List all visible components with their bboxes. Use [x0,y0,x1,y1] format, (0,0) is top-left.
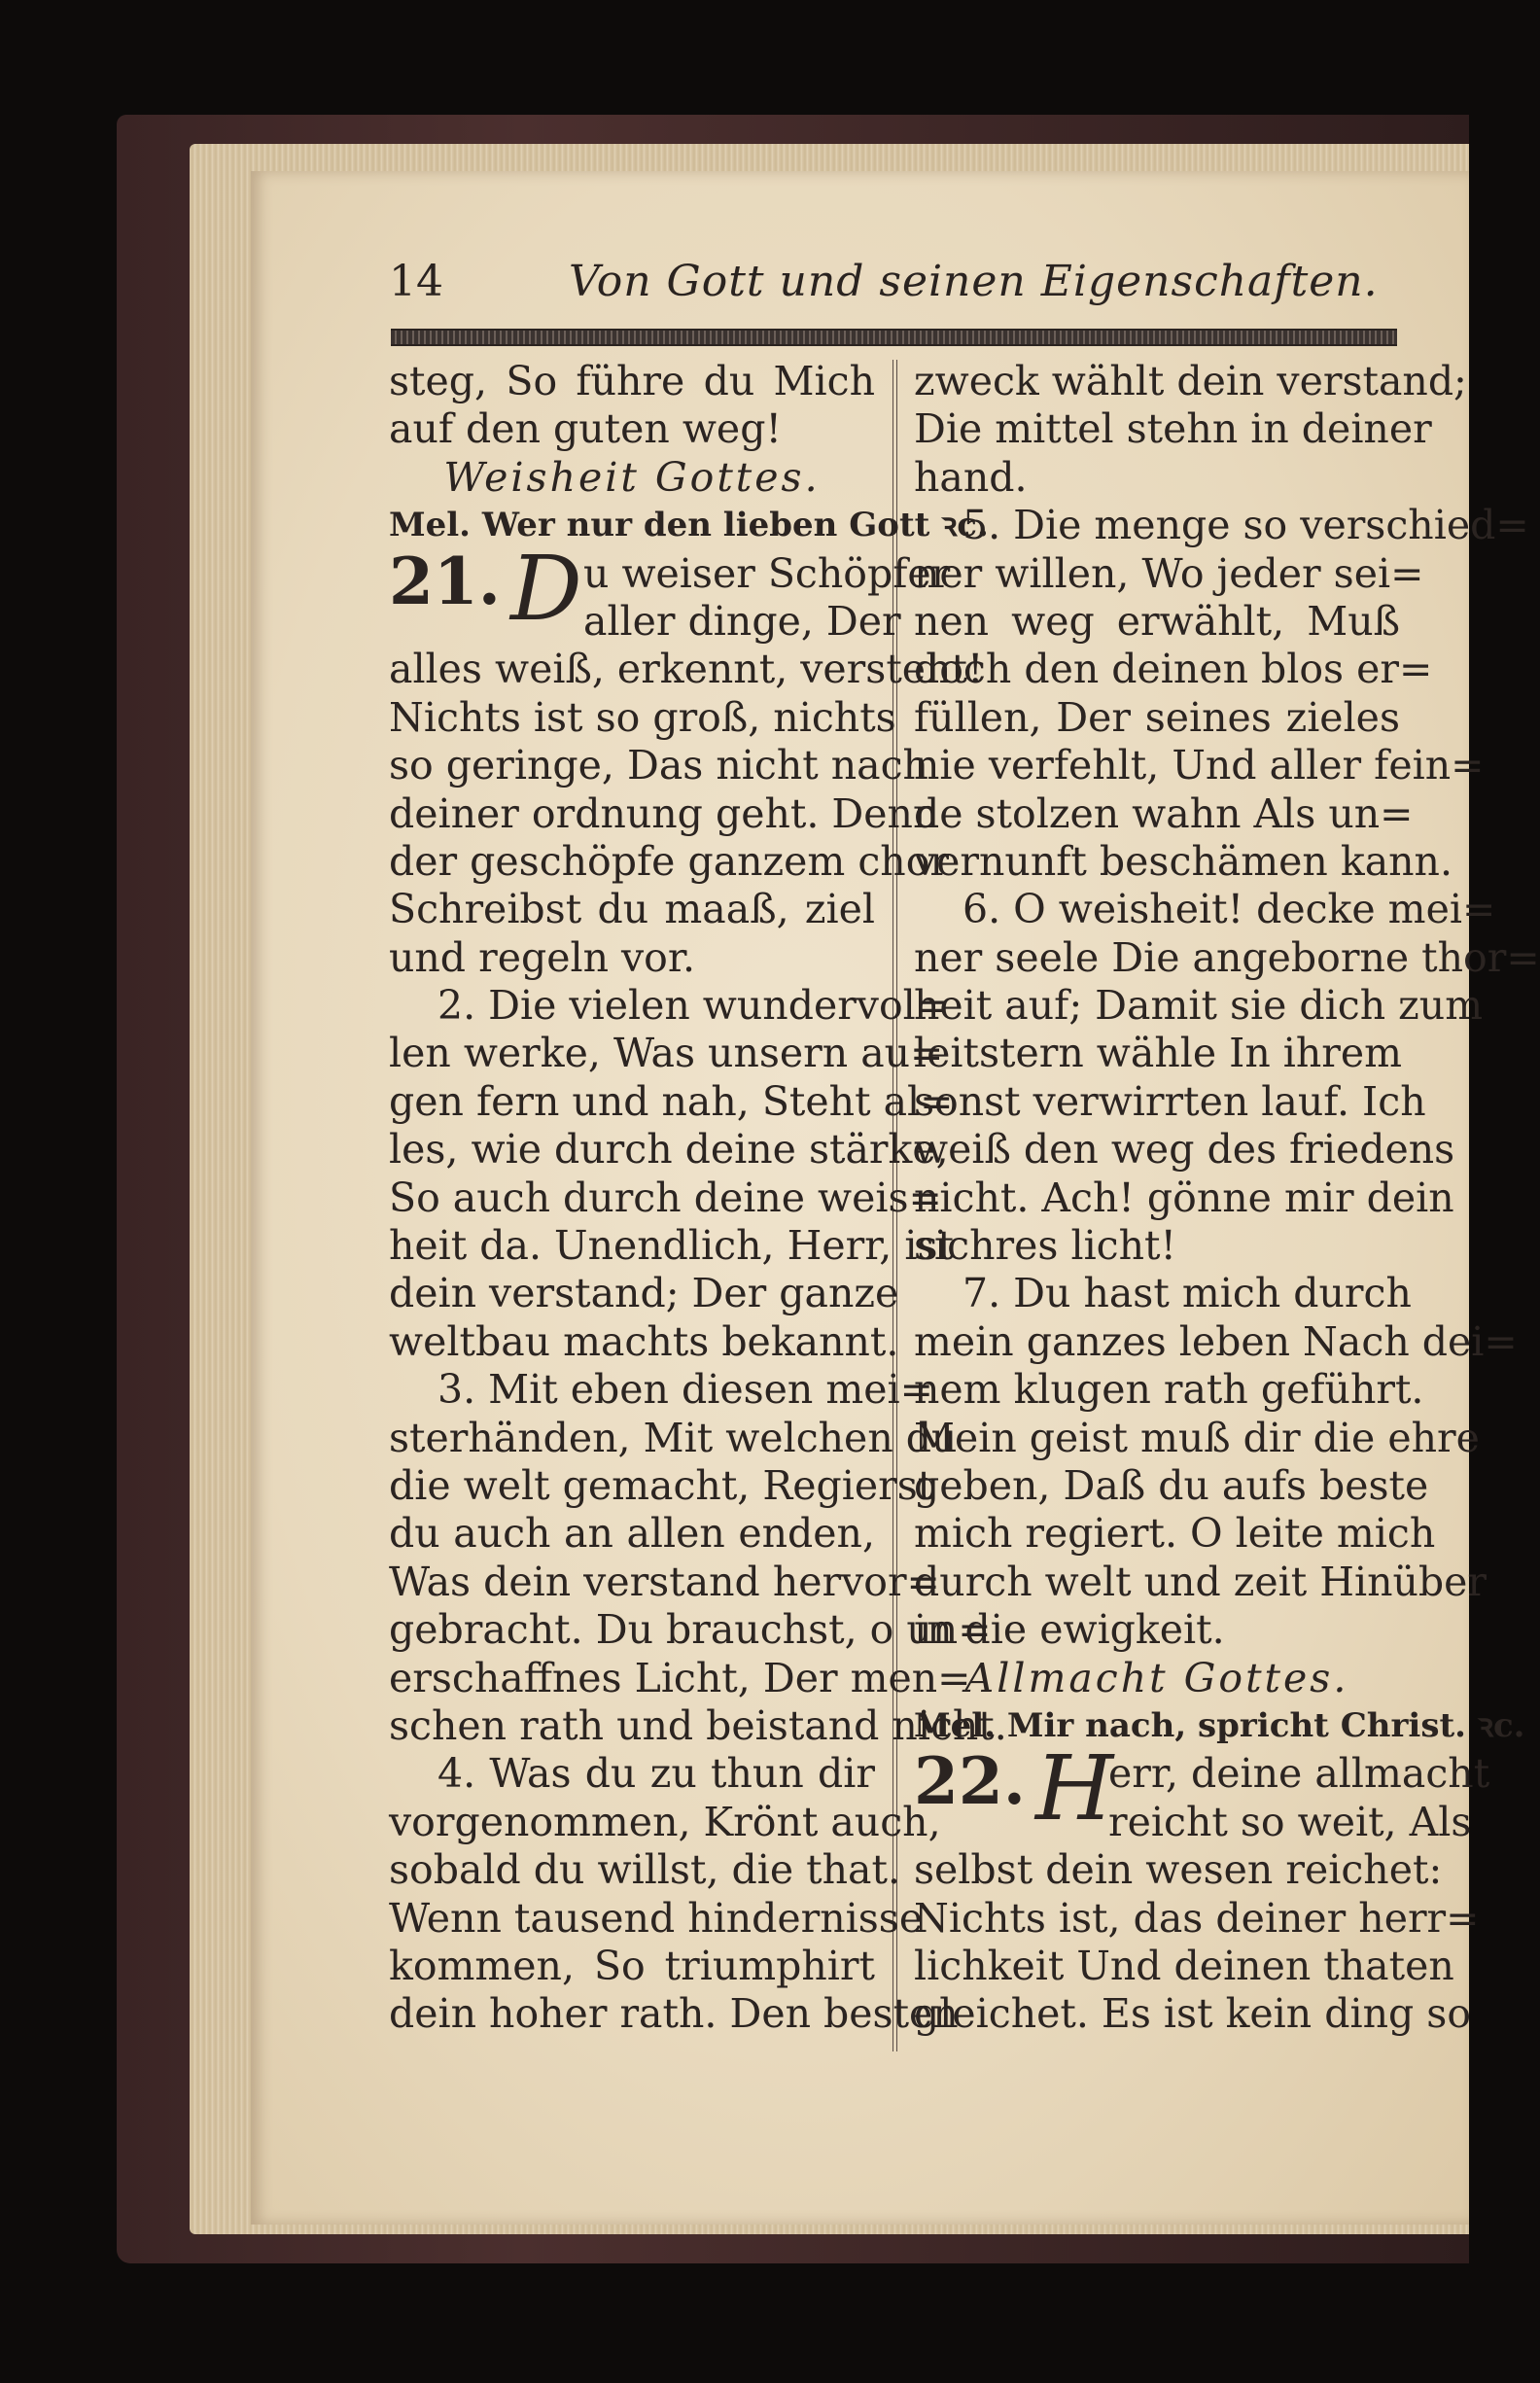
melody-line: Mel. Mir nach, spricht Christ. ꝛc. [914,1705,1525,1745]
text-line: nie verfehlt, Und aller fein= [914,742,1485,789]
text-line: sonst verwirrten lauf. Ich [914,1077,1426,1125]
text-line: weiß den weg des friedens [914,1126,1455,1174]
page-header [389,251,1400,319]
text-line: zweck wählt dein verstand; [914,358,1467,404]
text-line: aller dinge, Der [583,597,901,645]
text-line: durch welt und zeit Hinüber [914,1558,1487,1605]
text-line: füllen, Der seines zieles [914,693,1400,741]
text-line: die welt gemacht, Regierst [389,1461,934,1509]
text-line: nen weg erwählt, Muß [914,597,1400,645]
text-line: So auch durch deine weis= [389,1174,942,1221]
text-line: de stolzen wahn Als un= [914,789,1414,837]
drop-cap: H [1035,1736,1114,1841]
header-rule [391,329,1397,346]
text-line: weltbau machts bekannt. [389,1317,899,1365]
text-line: vorgenommen, Krönt auch, [389,1798,941,1845]
text-line: Schreibst du maaß, ziel [389,886,875,933]
text-line: nem klugen rath geführt. [914,1366,1424,1414]
text-line: mein ganzes leben Nach dei= [914,1317,1518,1365]
text-line: erschaffnes Licht, Der men= [389,1654,971,1701]
text-line: sterhänden, Mit welchen du [389,1414,958,1461]
text-line: Wenn tausend hindernisse [389,1894,924,1942]
text-line: dein hoher rath. Den besten [389,1990,959,2038]
text-line: dein verstand; Der ganze [389,1270,899,1317]
text-line: nicht. Ach! gönne mir dein [914,1174,1454,1221]
text-line: leitstern wähle In ihrem [914,1030,1403,1077]
text-line: 3. Mit eben diesen mei= [438,1366,933,1414]
text-line: du auch an allen enden, [389,1510,875,1558]
text-line: heit auf; Damit sie dich zum [914,982,1484,1030]
text-line: lichkeit Und deinen thaten [914,1942,1454,1989]
text-line: err, deine allmacht [1108,1750,1490,1798]
text-line: selbst dein wesen reichet: [914,1846,1443,1894]
text-line: Nichts ist, das deiner herr= [914,1894,1480,1942]
right-column [914,358,1540,2039]
text-line: 6. O weisheit! decke mei= [962,886,1496,933]
text-line: sobald du willst, die that. [389,1846,900,1894]
text-line: 2. Die vielen wundervol= [438,982,950,1030]
text-line: kommen, So triumphirt [389,1942,875,1989]
text-line: 7. Du hast mich durch [962,1270,1412,1317]
text-line: auf den guten weg! [389,405,782,453]
text-line: schen rath und beistand nicht. [389,1701,1007,1749]
text-line: hand. [914,453,1028,501]
text-line: Mein geist muß dir die ehre [914,1414,1480,1461]
running-title: Von Gott und seinen Eigenschaften. [569,257,1379,306]
text-line: Was dein verstand hervor= [389,1558,940,1605]
text-line: so geringe, Das nicht nach [389,742,928,789]
text-line: gen fern und nah, Steht al= [389,1077,954,1125]
text-line: Die mittel stehn in deiner [914,405,1432,453]
section-title-weisheit: Weisheit Gottes. [443,453,821,501]
text-line: 5. Die menge so verschied= [962,502,1529,549]
section-title-allmacht: Allmacht Gottes. [964,1654,1349,1701]
text-line: 4. Was du zu thun dir [438,1750,875,1798]
text-line: sichres licht! [914,1222,1177,1270]
drop-cap: D [510,536,582,641]
text-line: geben, Daß du aufs beste [914,1461,1429,1509]
text-line: u weiser Schöpfer [583,549,951,597]
text-line: Nichts ist so groß, nichts [389,693,896,741]
hymn-number: 22. [914,1743,1026,1820]
text-line: in die ewigkeit. [914,1606,1225,1654]
text-line: reicht so weit, Als [1108,1798,1472,1845]
melody-line: Mel. Wer nur den lieben Gott ꝛc. [389,506,989,545]
text-line: und regeln vor. [389,933,695,981]
text-line: steg, So führe du Mich [389,358,875,404]
page-number: 14 [389,257,443,306]
text-line: heit da. Unendlich, Herr, ist [389,1222,954,1270]
text-line: les, wie durch deine stärke, [389,1126,949,1174]
text-line: doch den deinen blos er= [914,646,1433,693]
text-line: deiner ordnung geht. Denn [389,789,939,837]
text-line: vernunft beschämen kann. [914,837,1453,885]
text-line: der geschöpfe ganzem chor [389,837,949,885]
text-line: alles weiß, erkennt, versteht! [389,646,984,693]
text-line: mich regiert. O leite mich [914,1510,1436,1558]
hymn-number: 21. [389,543,501,619]
text-line: len werke, Was unsern au= [389,1030,944,1077]
text-line: ner willen, Wo jeder sei= [914,549,1424,597]
text-line: ner seele Die angeborne thor= [914,933,1540,981]
text-line: gleichet. Es ist kein ding so [914,1990,1471,2038]
text-line: gebracht. Du brauchst, o un= [389,1606,992,1654]
